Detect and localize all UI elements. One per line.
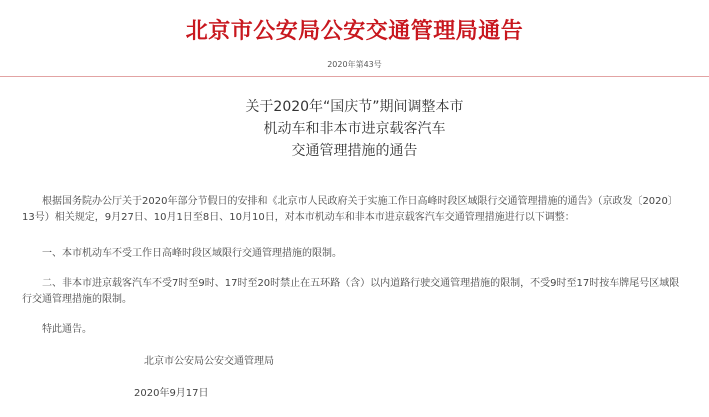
signature-organization: 北京市公安局公安交通管理局	[144, 356, 274, 367]
notice-title-line: 交通管理措施的通告	[291, 143, 418, 159]
body-paragraph-item-2: 二、非本市进京载客汽车不受7时至9时、17时至20时禁止在五环路（含）以内道路行驶交通管理措施的限制，不受9时至17时按车牌尾号区域限行交通管理措施的限制。	[22, 278, 680, 305]
document-number: 2020年第43号	[327, 60, 382, 69]
signature-date: 2020年9月17日	[134, 388, 209, 399]
notice-title	[0, 96, 709, 162]
body-paragraph-closing: 特此通告。	[42, 324, 92, 335]
notice-title-line: 机动车和非本市进京载客汽车	[263, 121, 446, 137]
header-divider	[0, 76, 709, 77]
body-paragraph-intro: 根据国务院办公厅关于2020年部分节假日的安排和《北京市人民政府关于实施工作日高峰时段区域限行交通管理措施的通告》（京政发〔2020〕13号）相关规定，9月27日、10月1日至8日、10月10日，对本市机动车和非本市进京载客汽车交通管理措施进行以下调整：	[22, 196, 678, 223]
agency-notice-heading: 北京市公安局公安交通管理局通告	[185, 19, 524, 44]
notice-title-line: 关于2020年“国庆节”期间调整本市	[245, 99, 464, 115]
body-paragraph-item-1: 一、本市机动车不受工作日高峰时段区域限行交通管理措施的限制。	[42, 248, 342, 259]
